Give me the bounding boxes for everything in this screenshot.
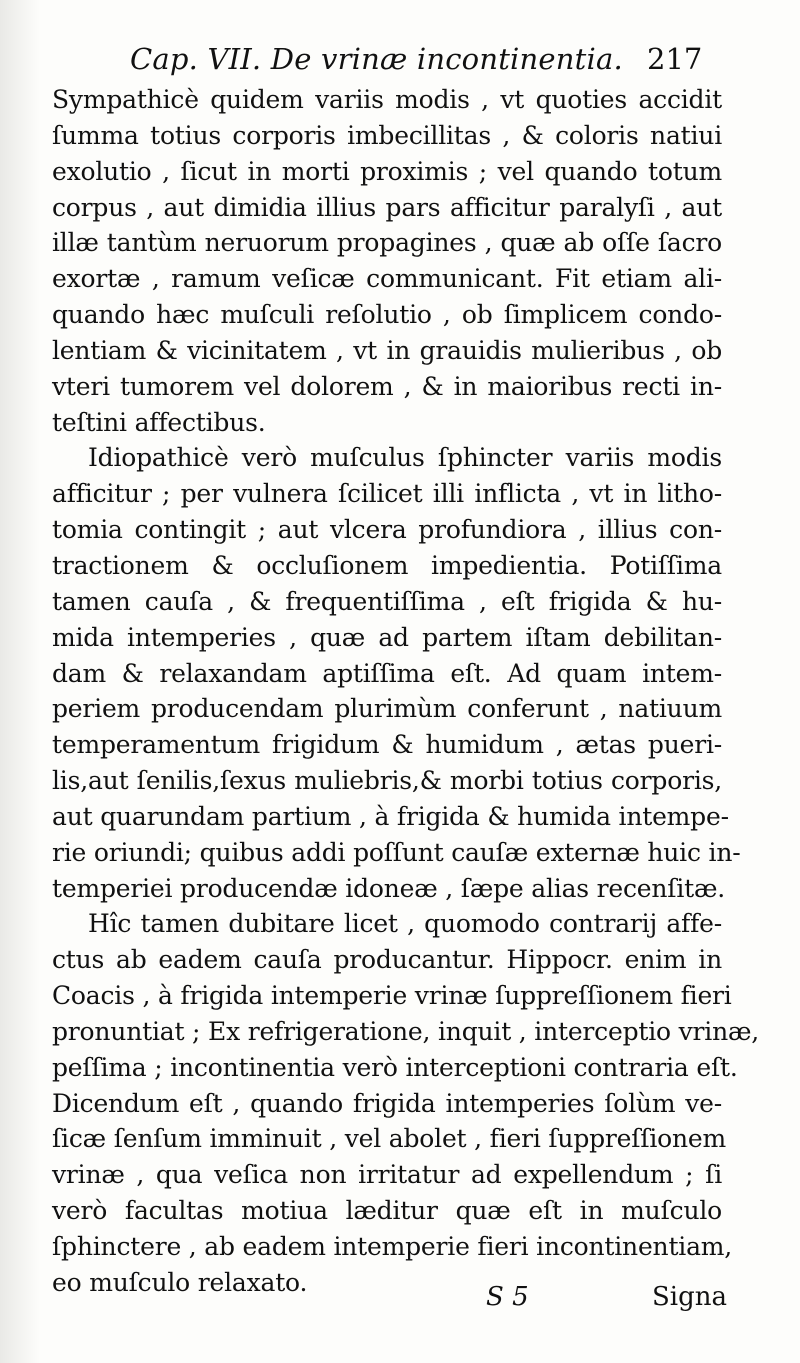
text-line: periem producendam plurimùm conferunt , natiuum — [52, 694, 722, 724]
gutter-shadow — [0, 0, 40, 1363]
body-text — [52, 82, 760, 1301]
signature-mark: S 5 — [486, 1282, 529, 1312]
text-line: vteri tumorem vel dolorem , & in maioribus recti in- — [52, 371, 722, 401]
text-line: rie oriundi; quibus addi poſſunt cauſæ externæ huic in- — [52, 837, 741, 867]
text-line: teſtini affectibus. — [52, 407, 266, 437]
text-line: ſicæ ſenſum imminuit , vel abolet , fieri ſuppreſſionem — [52, 1124, 727, 1154]
text-line: Sympathicè quidem variis modis , vt quoties accidit — [52, 85, 722, 114]
text-line: eo muſculo relaxato. — [52, 1267, 308, 1297]
text-line: dam & relaxandam aptiſſima eſt. Ad quam intem- — [52, 658, 722, 688]
text-line: tomia contingit ; aut vlcera profundiora , illius con- — [52, 515, 722, 545]
text-line: Coacis , à frigida intemperie vrinæ ſuppreſſionem fieri — [52, 981, 732, 1011]
text-line: tamen cauſa , & frequentiſſima , eſt frigida & hu- — [52, 586, 722, 616]
text-line: lentiam & vicinitatem , vt in grauidis mulieribus , ob — [52, 335, 722, 365]
text-line: mida intemperies , quæ ad partem iſtam debilitan- — [52, 622, 722, 652]
running-head: Cap. VII. De vrinæ incontinentia. — [130, 42, 623, 76]
page-header — [0, 42, 800, 82]
text-line: exortæ , ramum veſicæ communicant. Fit etiam ali- — [52, 264, 722, 294]
text-line: corpus , aut dimidia illius pars afficitur paralyſi , aut — [52, 192, 722, 222]
text-line: Dicendum eſt , quando frigida intemperies ſolùm ve- — [52, 1088, 722, 1118]
text-line: quando hæc muſculi reſolutio , ob ſimplicem condo- — [52, 300, 722, 330]
page-footer — [0, 1280, 800, 1320]
paragraph-start-line: Idiopathicè verò muſculus ſphincter variis modis — [88, 443, 722, 473]
text-line: temperamentum frigidum & humidum , ætas pueri- — [52, 730, 722, 760]
text-line: exolutio , ſicut in morti proximis ; vel quando totum — [52, 156, 722, 186]
text-line: ſphinctere , ab eadem intemperie fieri incontinentiam, — [52, 1232, 733, 1261]
text-line: ſumma totius corporis imbecillitas , & coloris natiui — [52, 120, 722, 150]
text-line: illæ tantùm neruorum propagines , quæ ab oſſe ſacro — [52, 228, 722, 258]
text-line: ctus ab eadem cauſa producantur. Hippocr. enim in — [52, 945, 722, 975]
text-line: peſſima ; incontinentia verò interceptioni contraria eſt. — [52, 1052, 738, 1082]
text-line: tractionem & occluſionem impedientia. Potiſſima — [52, 550, 722, 580]
text-line: pronuntiat ; Ex refrigeratione, inquit , interceptio vrinæ, — [52, 1016, 760, 1046]
text-line: lis,aut ſenilis,ſexus muliebris,& morbi totius corporis, — [52, 766, 722, 796]
text-line: afficitur ; per vulnera ſcilicet illi inflicta , vt in litho- — [52, 479, 722, 509]
text-line: vrinæ , qua veſica non irritatur ad expellendum ; ſi — [52, 1160, 722, 1190]
text-line: verò facultas motiua læditur quæ eſt in muſculo — [52, 1196, 722, 1226]
paragraph-start-line: Hîc tamen dubitare licet , quomodo contrarij affe- — [88, 909, 722, 939]
page-number: 217 — [647, 42, 703, 76]
text-line: aut quarundam partium , à frigida & humida intempe- — [52, 801, 729, 831]
catchword: Signa — [652, 1282, 728, 1312]
text-line: temperiei producendæ idoneæ , ſæpe alias recenſitæ. — [52, 873, 726, 903]
